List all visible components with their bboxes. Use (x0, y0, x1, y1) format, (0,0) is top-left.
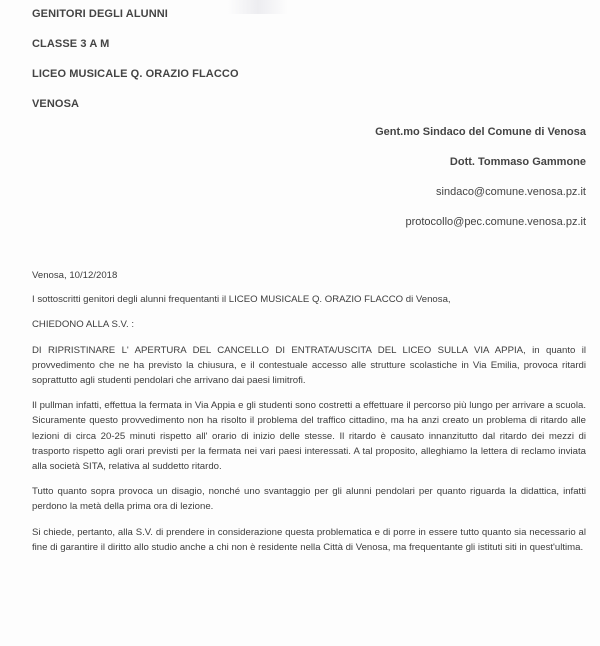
paragraph-request: DI RIPRISTINARE L' APERTURA DEL CANCELLO DI ENTRATA/USCITA DEL LICEO SULLA VIA APPIA, in quanto il provvedimento che ne ha previsto la chiusura, e il contestuale accesso alle strutture scolastiche in Via Emilia, provoca ritardi soprattutto agli studenti pendolari che arrivano dai paesi limitrofi. (32, 344, 586, 387)
sender-line-class: CLASSE 3 A M (32, 38, 110, 50)
sender-line-school: LICEO MUSICALE Q. ORAZIO FLACCO (32, 68, 239, 80)
paragraph-consequence: Tutto quanto sopra provoca un disagio, nonché uno svantaggio per gli alunni pendolari per quanto riguarda la didattica, infatti perdono la metà della prima ora di lezione. (32, 486, 586, 513)
letter-date: Venosa, 10/12/2018 (32, 270, 118, 281)
request-heading: CHIEDONO ALLA S.V. : (32, 319, 135, 331)
recipient-block (375, 124, 586, 244)
letter-body (32, 268, 586, 565)
recipient-pec-email: protocollo@pec.comune.venosa.pz.it (405, 216, 586, 228)
recipient-title: Gent.mo Sindaco del Comune di Venosa (375, 126, 586, 138)
paragraph-closing: Si chiede, pertanto, alla S.V. di prendere in considerazione questa problematica e di porre in essere tutto quanto sia necessario al fine di garantire il diritto allo studio anche a chi non è residente nella Città di Venosa, ma frequentante gli istituti siti in quest'ultima. (32, 526, 586, 553)
sender-line-parents: GENITORI DEGLI ALUNNI (32, 8, 168, 20)
sender-block (32, 6, 239, 126)
recipient-email: sindaco@comune.venosa.pz.it (436, 186, 586, 198)
recipient-name: Dott. Tommaso Gammone (449, 156, 586, 168)
paragraph-details: Il pullman infatti, effettua la fermata in Via Appia e gli studenti sono costretti a effettuare il percorso più lungo per arrivare a scuola. Sicuramente questo provvedimento non ha risolto il problema del traffico cittadino, ma ha anzi creato un problema di ritardo alle lezioni di circa 20-25 minuti rispetto all' orario di inizio delle stesse. Il ritardo è causato innanzitutto dal ritardo dei mezzi di trasporto rispetto agli orari previsti per la fermata nei vari paesi interessati. A tal proposito, alleghiamo la lettera di reclamo inviata alla società SITA, relativa al suddetto ritardo. (32, 400, 586, 473)
letter-intro: I sottoscritti genitori degli alunni frequentanti il LICEO MUSICALE Q. ORAZIO FLACCO di Venosa, (32, 294, 451, 306)
sender-line-city: VENOSA (32, 98, 80, 110)
